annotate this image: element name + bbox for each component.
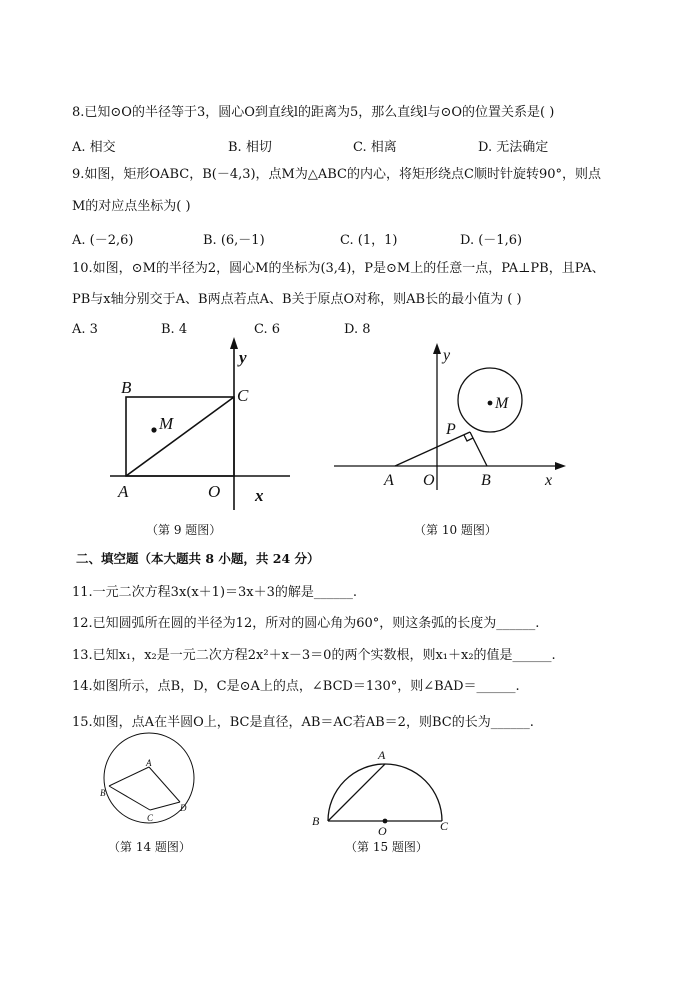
fig10-point-m bbox=[488, 401, 493, 406]
q9-option-d: D. (－1,6) bbox=[460, 233, 523, 248]
figure-14-caption: （第 14 题图） bbox=[108, 840, 191, 854]
fig10-circle-m bbox=[458, 368, 522, 432]
fig9-y-arrow bbox=[230, 337, 238, 349]
figure-15 bbox=[305, 745, 460, 840]
fig9-label-x: x bbox=[255, 486, 264, 505]
fig10-label-a: A bbox=[384, 472, 394, 489]
q10-option-d: D. 8 bbox=[344, 322, 371, 337]
fig14-label-d: D bbox=[180, 803, 187, 813]
figure-9 bbox=[100, 335, 300, 515]
fig15-point-o bbox=[383, 819, 388, 824]
figure-15-caption: （第 15 题图） bbox=[345, 840, 428, 854]
fig15-semicircle-arc bbox=[328, 764, 442, 821]
fig10-label-m: M bbox=[495, 395, 509, 412]
fig10-line-pa bbox=[395, 432, 470, 466]
fig9-label-b: B bbox=[121, 378, 132, 397]
fig9-label-o: O bbox=[208, 482, 221, 501]
question-15-text: 15.如图，点A在半圆O上，BC是直径，AB＝AC若AB＝2，则BC的长为______. bbox=[72, 715, 534, 730]
fig10-label-o: O bbox=[423, 472, 435, 489]
question-8-text: 8.已知⊙O的半径等于3，圆心O到直线l的距离为5，那么直线l与⊙O的位置关系是( ) bbox=[72, 105, 555, 120]
q8-option-b: B. 相切 bbox=[228, 140, 272, 155]
fig9-point-m bbox=[151, 427, 156, 432]
fig10-label-y: y bbox=[443, 347, 451, 364]
fig10-label-p: P bbox=[446, 421, 456, 438]
fig9-label-m: M bbox=[159, 414, 174, 433]
fig15-label-o: O bbox=[378, 824, 387, 838]
fig14-label-a: A bbox=[146, 758, 152, 768]
figure-10-caption: （第 10 题图） bbox=[414, 523, 497, 537]
fig14-line-cd bbox=[150, 802, 180, 810]
fig9-label-c: C bbox=[237, 386, 249, 405]
fig14-line-ab bbox=[109, 767, 149, 786]
figure-9-caption: （第 9 题图） bbox=[146, 523, 222, 537]
q10-option-b: B. 4 bbox=[161, 322, 188, 337]
figure-10 bbox=[330, 340, 570, 490]
q8-option-a: A. 相交 bbox=[72, 140, 116, 155]
fig9-label-y: y bbox=[239, 348, 247, 367]
fig15-label-c: C bbox=[440, 819, 449, 833]
q9-option-b: B. (6,－1) bbox=[203, 233, 265, 248]
fig14-line-bc bbox=[109, 786, 150, 810]
fig9-label-a: A bbox=[118, 482, 129, 501]
q9-option-c: C. (1，1) bbox=[340, 233, 398, 248]
fig10-label-b: B bbox=[481, 472, 491, 489]
question-10-line2: PB与x轴分别交于A、B两点若点A、B关于原点O对称，则AB长的最小值为 ( ) bbox=[72, 292, 522, 307]
q8-option-c: C. 相离 bbox=[353, 140, 397, 155]
fig10-label-x: x bbox=[545, 472, 553, 489]
q10-option-c: C. 6 bbox=[254, 322, 281, 337]
fig15-chord-ab bbox=[328, 764, 385, 821]
fig14-label-b: B bbox=[100, 788, 106, 798]
fig9-diagonal bbox=[126, 397, 234, 476]
fig10-line-pb bbox=[470, 432, 487, 466]
fig10-y-arrow bbox=[433, 343, 441, 354]
q10-option-a: A. 3 bbox=[72, 322, 98, 337]
question-11-text: 11.一元二次方程3x(x＋1)＝3x＋3的解是______. bbox=[72, 585, 358, 600]
question-14-text: 14.如图所示，点B，D，C是⊙A上的点，∠BCD＝130°，则∠BAD＝______. bbox=[72, 679, 520, 694]
q9-option-a: A. (－2,6) bbox=[72, 233, 134, 248]
fig10-x-arrow bbox=[555, 462, 566, 470]
fig14-label-c: C bbox=[147, 813, 154, 823]
fig15-label-b: B bbox=[312, 814, 320, 828]
question-9-line1: 9.如图，矩形OABC，B(－4,3)，点M为△ABC的内心，将矩形绕点C顺时针旋转90°，则点 bbox=[72, 167, 601, 182]
question-10-line1: 10.如图，⊙M的半径为2，圆心M的坐标为(3,4)，P是⊙M上的任意一点，PA⊥PB，且PA、 bbox=[72, 261, 605, 276]
question-13-text: 13.已知x₁，x₂是一元二次方程2x²＋x－3＝0的两个实数根，则x₁＋x₂的值是______. bbox=[72, 648, 556, 663]
figure-14 bbox=[98, 730, 202, 828]
q8-option-d: D. 无法确定 bbox=[478, 140, 549, 155]
section-2-heading: 二、填空题（本大题共 8 小题，共 24 分） bbox=[76, 551, 320, 566]
question-9-line2: M的对应点坐标为( ) bbox=[72, 199, 191, 214]
question-12-text: 12.已知圆弧所在圆的半径为12，所对的圆心角为60°，则这条弧的长度为______. bbox=[72, 616, 540, 631]
fig15-label-a: A bbox=[378, 748, 386, 762]
fig14-line-ad bbox=[149, 767, 180, 802]
